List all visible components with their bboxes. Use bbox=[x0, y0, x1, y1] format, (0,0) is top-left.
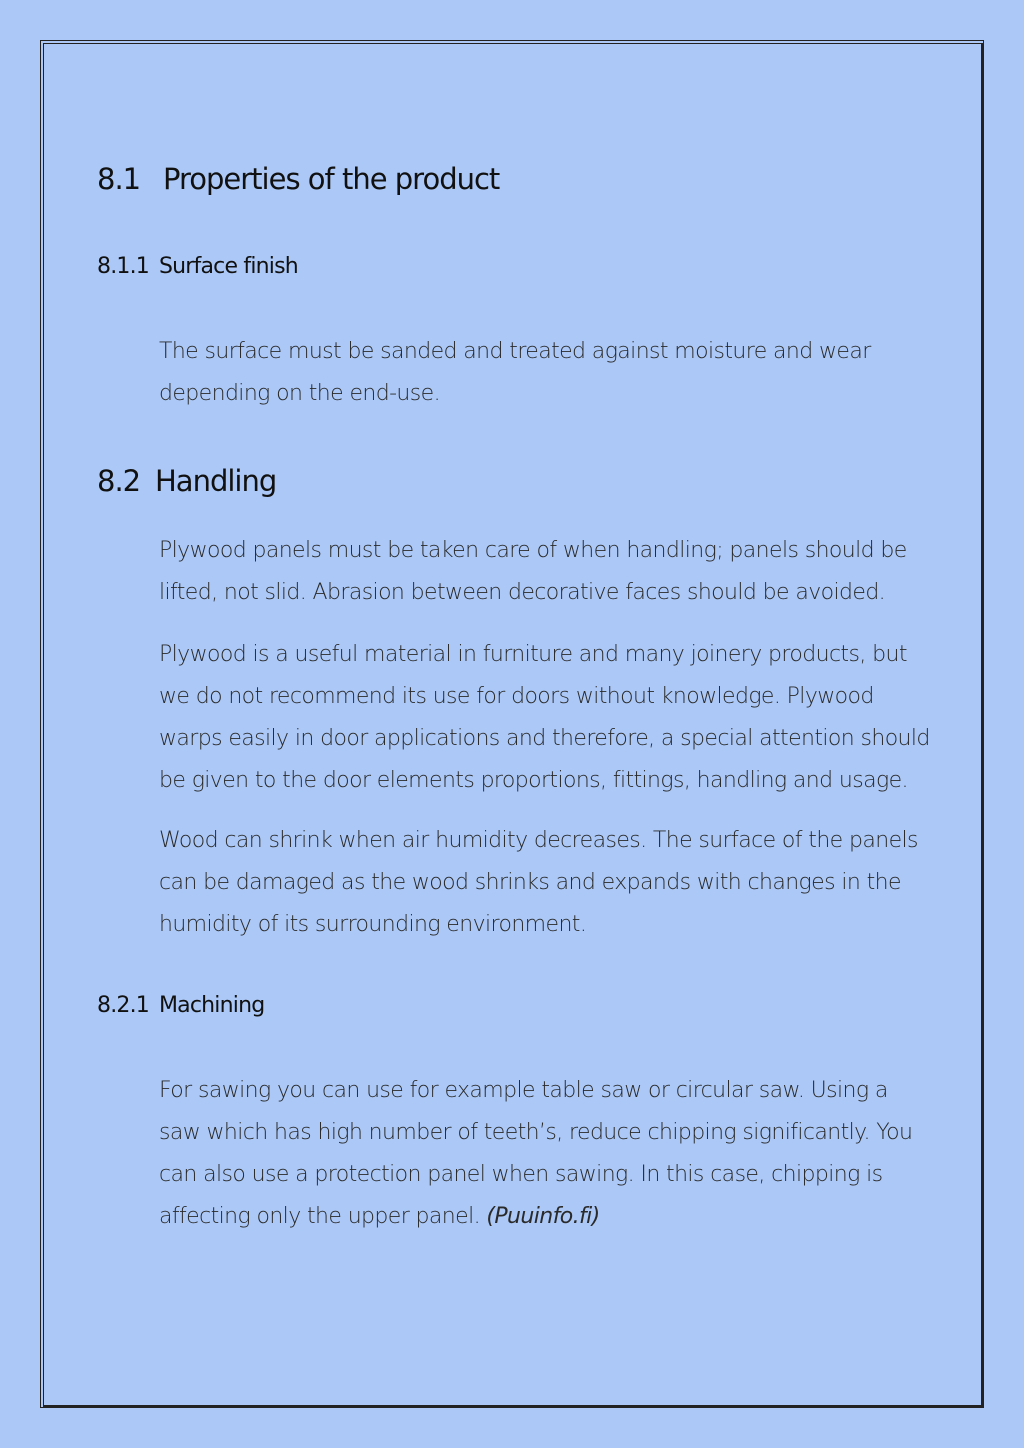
heading-title: Handling bbox=[155, 464, 277, 498]
heading-8-1 bbox=[97, 162, 499, 196]
heading-title: Surface finish bbox=[159, 254, 298, 279]
heading-8-2 bbox=[97, 464, 276, 498]
heading-8-2-1 bbox=[97, 993, 264, 1018]
handling-paragraph-2: Plywood is a useful material in furniture and many joinery products, but we do not recommend its use for doors without knowledge. Plywood warps easily in door applications and therefore, a special attention should be given to the door elements proportions, fittings, handling and usage. bbox=[159, 642, 930, 793]
heading-number: 8.1 bbox=[97, 162, 141, 196]
heading-title: Machining bbox=[159, 993, 265, 1018]
handling-paragraph-3: Wood can shrink when air humidity decreases. The surface of the panels can be damaged as the wood shrinks and expands with changes in the humidity of its surrounding environment. bbox=[159, 828, 918, 937]
heading-number: 8.1.1 bbox=[97, 254, 149, 279]
machining-text: For sawing you can use for example table saw or circular saw. Using a saw which has high number of teeth’s, reduce chipping significantly. You can also use a protection panel when sawing. In this case, chipping is affecting only the upper panel. bbox=[159, 1078, 913, 1229]
heading-number: 8.2 bbox=[97, 464, 141, 498]
citation: (Puuinfo.fi) bbox=[486, 1204, 600, 1229]
heading-number: 8.2.1 bbox=[97, 993, 149, 1018]
handling-paragraph-1: Plywood panels must be taken care of when handling; panels should be lifted, not slid. Abrasion between decorative faces should be avoided. bbox=[159, 538, 907, 605]
heading-8-1-1 bbox=[97, 254, 298, 279]
surface-finish-paragraph: The surface must be sanded and treated against moisture and wear depending on the end-use. bbox=[159, 339, 871, 406]
machining-paragraph bbox=[159, 1070, 934, 1238]
heading-title: Properties of the product bbox=[163, 162, 500, 196]
